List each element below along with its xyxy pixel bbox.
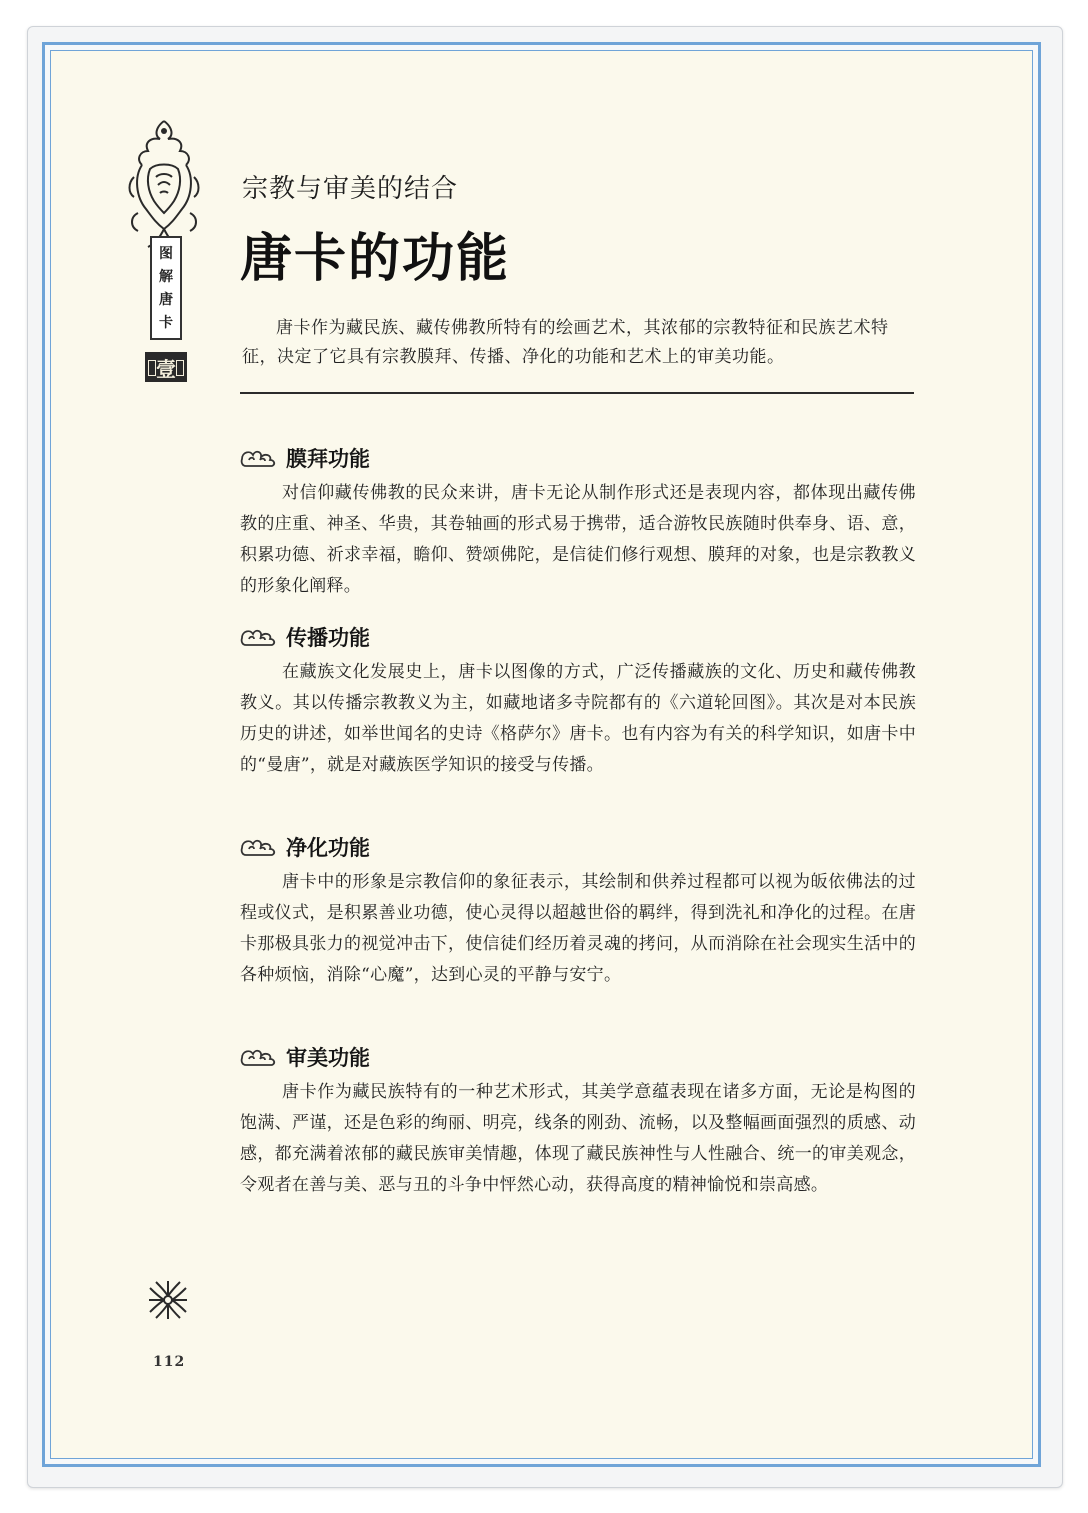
section-heading	[240, 443, 916, 473]
section-body: 对信仰藏传佛教的民众来讲，唐卡无论从制作形式还是表现内容，都体现出藏传佛教的庄重、神圣、华贵，其卷轴画的形式易于携带，适合游牧民族随时供奉身、语、意，积累功德、祈求幸福，瞻仰、赞颂佛陀，是信徒们修行观想、膜拜的对象，也是宗教教义的形象化阐释。	[240, 483, 916, 596]
section-aesthetic	[240, 1042, 916, 1201]
section-heading	[240, 622, 916, 652]
cloud-scroll-icon	[240, 626, 278, 648]
section-title: 审美功能	[286, 1046, 370, 1070]
vertical-label-char: 卡	[159, 314, 173, 331]
cloud-scroll-icon	[240, 447, 278, 469]
book-series-vertical-label	[150, 236, 182, 340]
page-number: 112	[153, 1354, 186, 1370]
section-title: 净化功能	[286, 836, 370, 860]
cloud-scroll-icon	[240, 836, 278, 858]
section-title: 传播功能	[286, 626, 370, 650]
vertical-label-char: 解	[159, 268, 173, 285]
cloud-scroll-icon	[240, 1046, 278, 1068]
section-body: 唐卡作为藏民族特有的一种艺术形式，其美学意蕴表现在诸多方面，无论是构图的饱满、严谨，还是色彩的绚丽、明亮，线条的刚劲、流畅，以及整幅画面强烈的质感、动感，都充满着浓郁的藏民族审美情趣，体现了藏民族神性与人性融合、统一的审美观念，令观者在善与美、恶与丑的斗争中怦然心动，获得高度的精神愉悦和崇高感。	[240, 1082, 916, 1195]
vertical-label-char: 唐	[159, 291, 173, 308]
vertical-label-char: 图	[159, 245, 173, 262]
section-purification	[240, 832, 916, 991]
section-body: 唐卡中的形象是宗教信仰的象征表示，其绘制和供养过程都可以视为皈依佛法的过程或仪式，是积累善业功德，使心灵得以超越世俗的羁绊，得到洗礼和净化的过程。在唐卡那极具张力的视觉冲击下，使信徒们经历着灵魂的拷问，从而消除在社会现实生活中的各种烦恼，消除“心魔”，达到心灵的平静与安宁。	[240, 872, 916, 985]
vajra-ornament-icon	[146, 1278, 190, 1322]
section-heading	[240, 832, 916, 862]
section-title: 膜拜功能	[286, 447, 370, 471]
chapter-number: 壹	[156, 356, 176, 381]
page-title: 唐卡的功能	[240, 229, 511, 289]
chapter-number-badge	[145, 352, 187, 382]
section-heading	[240, 1042, 916, 1072]
header-divider	[240, 392, 914, 394]
intro-paragraph: 唐卡作为藏民族、藏传佛教所特有的绘画艺术，其浓郁的宗教特征和民族艺术特征，决定了它具有宗教膜拜、传播、净化的功能和艺术上的审美功能。	[242, 318, 889, 367]
section-body: 在藏族文化发展史上，唐卡以图像的方式，广泛传播藏族的文化、历史和藏传佛教教义。其以传播宗教教义为主，如藏地诸多寺院都有的《六道轮回图》。其次是对本民族历史的讲述，如举世闻名的史诗《格萨尔》唐卡。也有内容为有关的科学知识，如唐卡中的“曼唐”，就是对藏族医学知识的接受与传播。	[240, 662, 916, 775]
page-subtitle: 宗教与审美的结合	[242, 174, 459, 204]
section-spread	[240, 622, 916, 781]
section-worship	[240, 443, 916, 602]
